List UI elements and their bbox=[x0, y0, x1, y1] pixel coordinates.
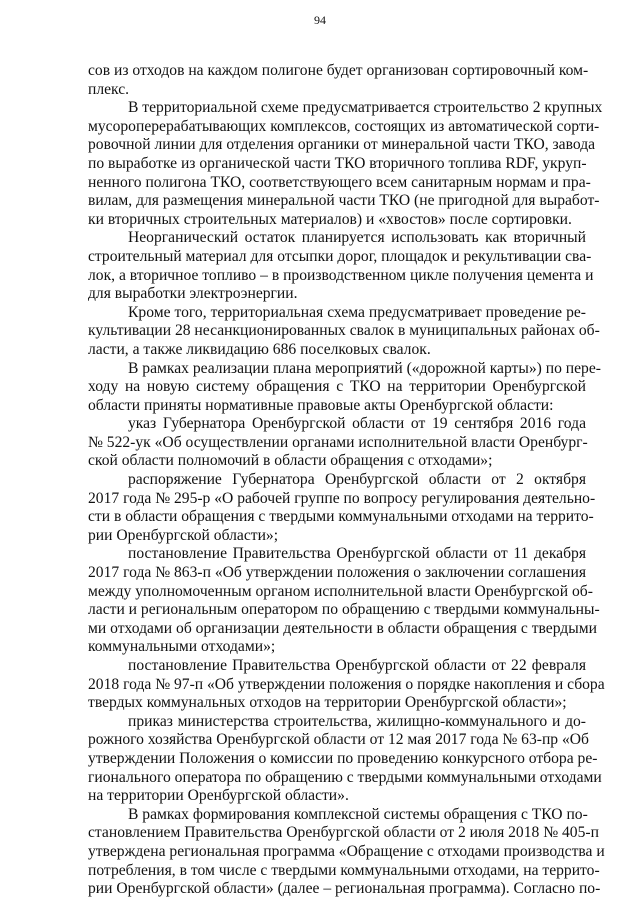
text-line: ходу на новую систему обращения с ТКО на территории Оренбургской bbox=[88, 378, 586, 396]
text-line: постановление Правительства Оренбургской области от 11 декабря bbox=[128, 545, 586, 563]
text-line: гионального оператора по обращению с твердыми коммунальными отходами bbox=[88, 768, 602, 786]
text-line: 2018 года № 97-п «Об утверждении положения о порядке накопления и сбора bbox=[88, 675, 605, 693]
text-line: приказ министерства строительства, жилищно-коммунального и до- bbox=[128, 712, 586, 730]
document-body bbox=[88, 62, 605, 899]
text-line: строительный материал для отсыпки дорог, площадок и рекультивации сва- bbox=[88, 247, 592, 265]
text-line: культивации 28 несанкционированных свалок в муниципальных районах об- bbox=[88, 322, 600, 340]
text-line: Кроме того, территориальная схема предусматривает проведение ре- bbox=[128, 303, 586, 321]
text-line: В территориальной схеме предусматривается строительство 2 крупных bbox=[128, 99, 603, 117]
text-line: для выработки электроэнергии. bbox=[88, 285, 298, 303]
text-line: рии Оренбургской области» (далее – региональная программа). Согласно по- bbox=[88, 880, 601, 898]
text-line: сов из отходов на каждом полигоне будет организован сортировочный ком- bbox=[88, 62, 589, 79]
text-line: Неорганический остаток планируется использовать как вторичный bbox=[128, 229, 586, 247]
text-line: рии Оренбургской области»; bbox=[88, 526, 279, 544]
page-number: 94 bbox=[314, 13, 326, 27]
text-line: № 522-ук «Об осуществлении органами исполнительной власти Оренбург- bbox=[88, 433, 588, 451]
text-line: указ Губернатора Оренбургской области от 19 сентября 2016 года bbox=[128, 415, 586, 433]
text-line: ласти и региональным оператором по обращению с твердыми коммунальны- bbox=[88, 601, 600, 619]
text-line: распоряжение Губернатора Оренбургской области от 2 октября bbox=[128, 471, 586, 489]
text-line: 2017 года № 863-п «Об утверждении положения о заключении соглашения bbox=[88, 564, 586, 582]
text-line: ской области полномочий в области обращения с отходами»; bbox=[88, 452, 493, 470]
text-line: ненного полигона ТКО, соответствующего всем санитарным нормам и пра- bbox=[88, 173, 591, 191]
text-line: утверждении Положения о комиссии по проведению конкурсного отбора ре- bbox=[88, 749, 598, 767]
text-line: по выработке из органической части ТКО вторичного топлива RDF, укруп- bbox=[88, 154, 587, 172]
text-line: потребления, в том числе с твердыми коммунальными отходами, на террито- bbox=[88, 861, 600, 879]
text-line: ми отходами об организации деятельности в области обращения с твердыми bbox=[88, 619, 597, 637]
text-line: на территории Оренбургской области». bbox=[88, 787, 349, 805]
text-line: сти в области обращения с твердыми коммунальными отходами на террито- bbox=[88, 508, 594, 526]
text-line: ровочной линии для отделения органики от минеральной части ТКО, завода bbox=[88, 136, 596, 154]
text-line: плекс. bbox=[88, 80, 130, 98]
text-line: мусороперерабатывающих комплексов, состоящих из автоматической сорти- bbox=[88, 117, 600, 135]
text-line: ласти, а также ликвидацию 686 поселковых свалок. bbox=[88, 340, 431, 358]
text-line: утверждена региональная программа «Обращение с отходами производства и bbox=[88, 842, 605, 860]
text-line: лок, а вторичное топливо – в производственном цикле получения цемента и bbox=[88, 266, 594, 284]
text-line: твердых коммунальных отходов на территории Оренбургской области»; bbox=[88, 694, 567, 712]
text-line: В рамках формирования комплексной системы обращения с ТКО по- bbox=[128, 805, 588, 823]
text-line: становлением Правительства Оренбургской области от 2 июля 2018 № 405-п bbox=[88, 824, 599, 842]
text-line: ки вторичных строительных материалов) и «хвостов» после сортировки. bbox=[88, 210, 572, 228]
text-line: постановление Правительства Оренбургской области от 22 февраля bbox=[128, 657, 586, 674]
text-line: 2017 года № 295-р «О рабочей группе по вопросу регулирования деятельно- bbox=[88, 489, 596, 507]
text-line: В рамках реализации плана мероприятий («дорожной карты») по пере- bbox=[128, 359, 601, 377]
text-line: рожного хозяйства Оренбургской области от 12 мая 2017 года № 63-пр «Об bbox=[88, 731, 589, 749]
text-line: коммунальными отходами»; bbox=[88, 638, 276, 656]
text-line: между уполномоченным органом исполнительной власти Оренбургской об- bbox=[88, 582, 593, 600]
text-line: области приняты нормативные правовые акты Оренбургской области: bbox=[88, 396, 554, 414]
text-line: вилам, для размещения минеральной части ТКО (не пригодной для выработ- bbox=[88, 192, 600, 210]
